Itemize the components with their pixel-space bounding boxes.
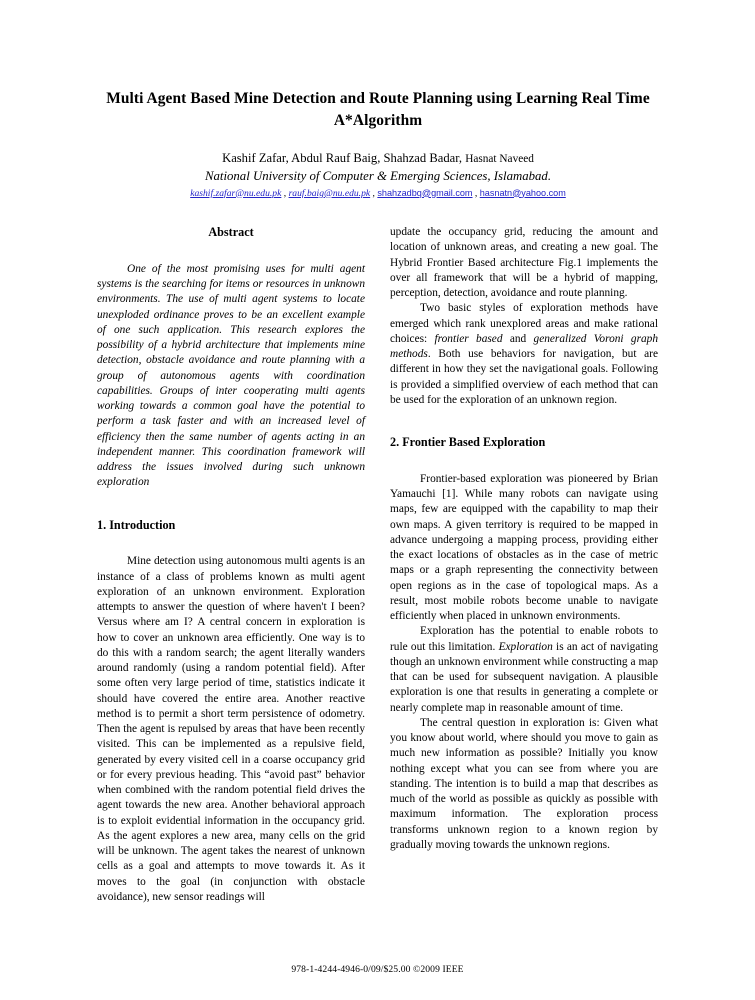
title-block	[88, 88, 668, 132]
abstract-heading: Abstract	[208, 225, 254, 239]
spacer	[97, 491, 365, 518]
section-heading-frontier-based-exploration: 2. Frontier Based Exploration	[390, 435, 546, 449]
italic-term-frontier-based: frontier based	[434, 332, 503, 345]
spacer	[97, 533, 365, 554]
author-names-secondary: Hasnat Naveed	[465, 153, 534, 165]
right-column	[390, 225, 658, 853]
two-styles-suffix: . Both use behaviors for navigation, but are different in how they set the navigational goals. Following is provided a simplified overview of each method that can be used for the exploration of an unknown region.	[390, 348, 658, 406]
italic-term-voroni-graph: generalized Voroni graph methods	[390, 332, 658, 360]
introduction-paragraph: Mine detection using autonomous multi agents is an instance of a class of problems known as multi agent exploration of an unknown environment. Exploration attempts to answer the question of where haven't I been? Versus where am I? A central concern in exploration is how to cover an unknown area efficiently. One way is to do this with a random search; the agent literally wanders around randomly (using a random potential field). After some often very large period of time, statistics indicate it should have covered the entire area. Another reactive method is to permit a short term persistence of odometry. Then the agent is repulsed by areas that have been recently visited. This can be implemented as a repulsive field, generated by every visited cell in a coarse occupancy grid or for every previous heading. This “avoid past” behavior when combined with the random potential field drives the agent towards the new area. Another behavioral approach is to exploit evidential information in the occupancy grid. As the agent explores a new area, many cells on the grid will be unknown. The agent takes the nearest of unknown cells as a goal and attempts to move towards it. As it moves to the goal (in conjunction with obstacle avoidance), new sensor readings will	[97, 555, 365, 903]
section-heading-introduction: 1. Introduction	[97, 517, 176, 532]
email-link-3[interactable]: shahzadbq@gmail.com	[377, 187, 473, 198]
left-column	[97, 225, 365, 905]
email-separator-3: ,	[472, 187, 480, 199]
author-names-primary: Kashif Zafar, Abdul Rauf Baig, Shahzad Badar,	[222, 151, 466, 165]
exploration-prefix: Exploration has the potential to enable robots to rule out this limitation.	[390, 625, 658, 653]
email-separator-1: ,	[281, 187, 289, 199]
email-separator-2: ,	[370, 187, 378, 199]
email-link-1[interactable]: kashif.zafar@nu.edu.pk	[190, 187, 282, 199]
author-names	[88, 150, 668, 167]
spacer	[390, 451, 658, 472]
abstract-paragraph: One of the most promising uses for multi agent systems is the searching for items or resources in unknown environments. The use of multi agent systems to locate unexploded ordinance proves to be an excellent example of one such application. This research explores the possibility of a hybrid architecture that implements mine detection, obstacle avoidance and route planning with a group of autonomous agents with coordination capabilities. Groups of inter cooperating multi agents working towards a common goal have the potential to perform a task faster and with an increased level of efficiency then the same number of agents acting in an independent manner. This coordination framework will address the issues involved during such unknown exploration	[97, 262, 365, 489]
two-styles-mid: and	[502, 332, 534, 345]
central-question-paragraph: The central question in exploration is: Given what you know about world, where should you move to gain as much new information as possible? Initially you know nothing except what you can see from where you are standing. The intention is to build a map that describes as much of the world as possible as quickly as possible with maximum information. The exploration process transforms unknown region to a known region by gradually moving towards the unknown regions.	[390, 716, 658, 851]
two-styles-prefix: Two basic styles of exploration methods have emerged which rank unexplored areas and make rational choices:	[390, 302, 658, 345]
footer-copyright: 978-1-4244-4946-0/09/$25.00 ©2009 IEEE	[291, 964, 464, 975]
spacer	[97, 241, 365, 262]
exploration-definition-paragraph	[390, 624, 658, 716]
continued-paragraph: update the occupancy grid, reducing the amount and location of unknown areas, and creating a new goal. The Hybrid Frontier Based architecture Fig.1 implements the over all framework that will be a hybrid of mapping, perception, detection, avoidance and route planning.	[390, 226, 658, 299]
frontier-paragraph-1: Frontier-based exploration was pioneered by Brian Yamauchi [1]. While many robots can navigate using maps, few are equipped with the capability to map their own maps. A given territory is required to be mapped in advance undergoing a mapping process, providing either the exact locations of obstacles as in the case of metric maps or a graph representing the connectivity between open regions as in the case of topological maps. As a result, most mobile robots become unable to navigate efficiently when placed in unknown environments.	[390, 472, 658, 623]
email-link-4[interactable]: hasnatn@yahoo.com	[479, 187, 566, 198]
affiliation: National University of Computer & Emerging Sciences, Islamabad.	[204, 168, 552, 183]
exploration-methods-paragraph	[390, 301, 658, 408]
spacer	[390, 408, 658, 435]
author-emails	[88, 187, 668, 201]
italic-term-exploration: Exploration	[498, 640, 553, 653]
email-link-2[interactable]: rauf.baig@nu.edu.pk	[288, 187, 371, 199]
page-title: Multi Agent Based Mine Detection and Route Planning using Learning Real Time A*Algorithm	[106, 90, 650, 129]
authors-block	[88, 150, 668, 201]
exploration-suffix: is an act of navigating though an unknown environment while constructing a map that can be used for subsequent navigation. A plausible exploration is one that results in generating a complete or nearly complete map in reasonable amount of time.	[390, 640, 658, 714]
